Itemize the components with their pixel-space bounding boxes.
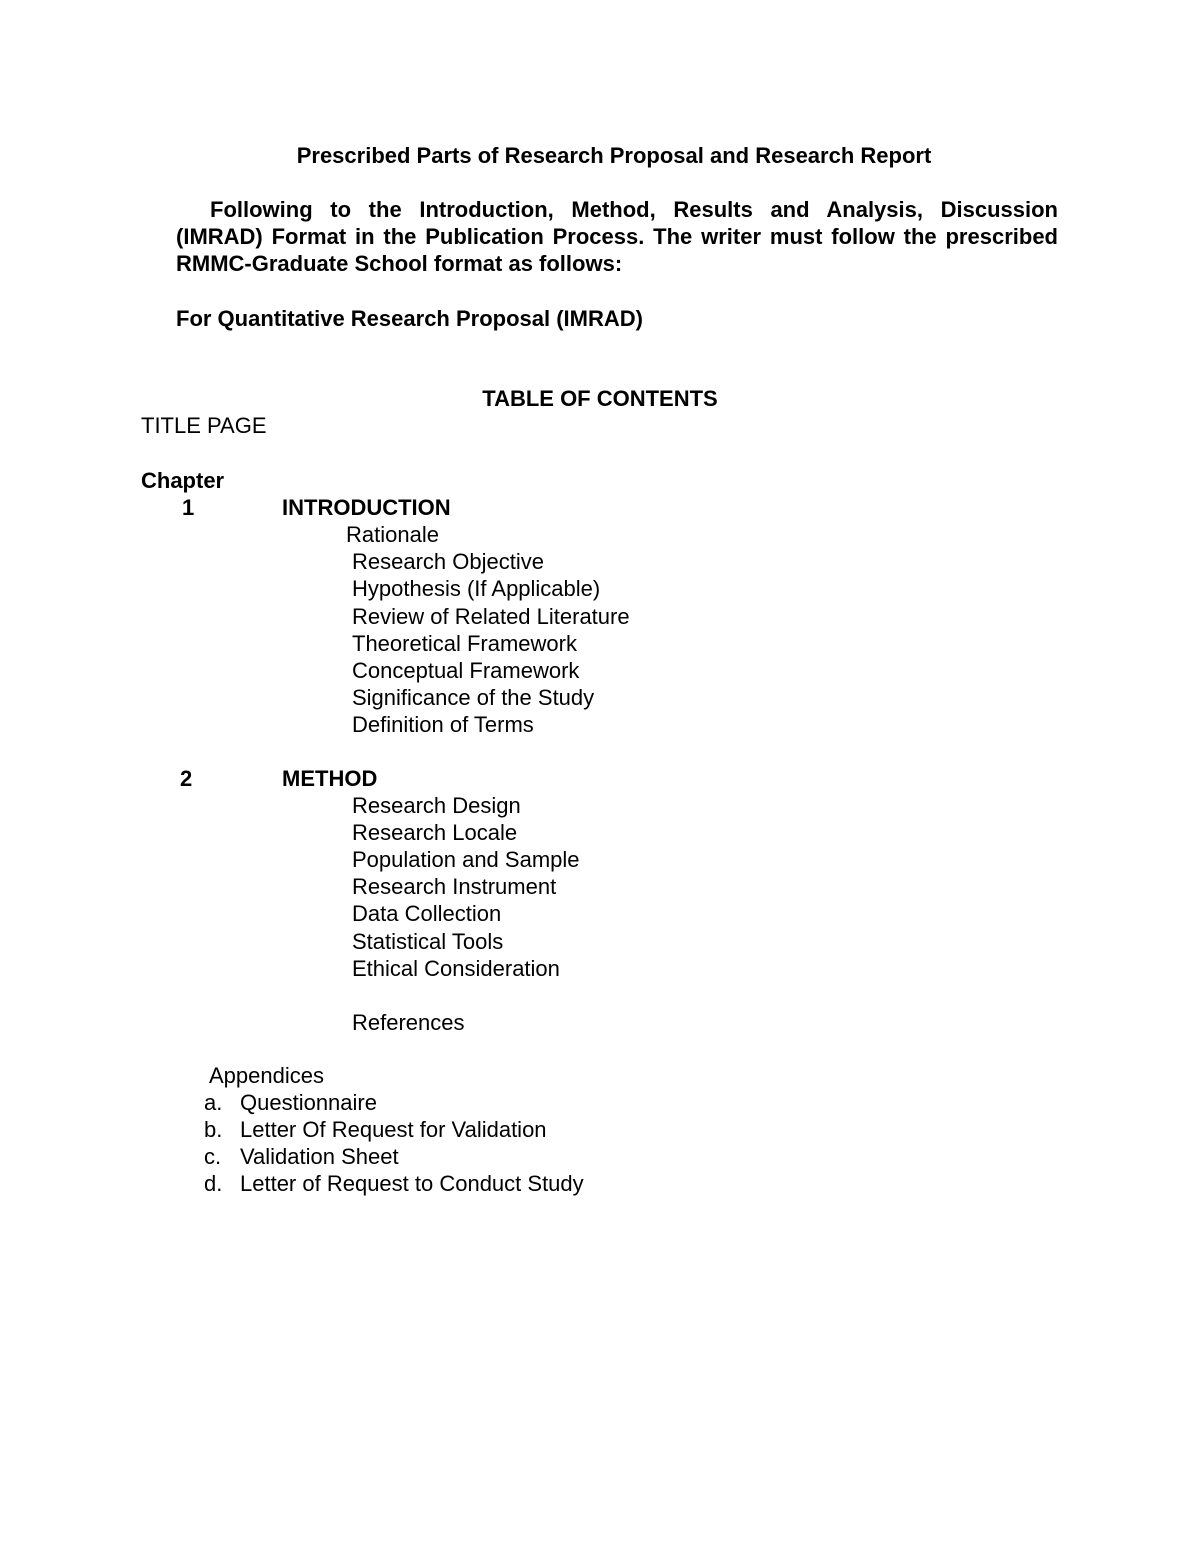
appendix-text: Questionnaire [240, 1090, 377, 1115]
toc-item: Data Collection [352, 901, 502, 926]
chapter-2-name: METHOD [282, 766, 378, 791]
chapter-2-number: 2 [180, 766, 193, 791]
toc-item: Research Locale [352, 820, 518, 845]
appendix-list [204, 1089, 584, 1197]
toc-item: Definition of Terms [352, 712, 534, 737]
toc-item: Conceptual Framework [352, 658, 580, 683]
appendix-text: Validation Sheet [240, 1144, 399, 1169]
toc-item: Population and Sample [352, 847, 580, 872]
toc-item: Significance of the Study [352, 685, 595, 710]
appendix-letter: a. [204, 1090, 223, 1115]
intro-paragraph-text: Following to the Introduction, Method, Results and Analysis, Discussion (IMRAD) Format in the Publication Process. The writer must follow the prescribed RMMC-Graduate School format as follows: [176, 197, 1058, 276]
toc-item: Statistical Tools [352, 929, 504, 954]
toc-item: Research Instrument [352, 874, 557, 899]
appendix-item [204, 1143, 584, 1170]
appendix-letter: b. [204, 1117, 223, 1142]
appendix-item [204, 1116, 584, 1143]
toc-item: Ethical Consideration [352, 956, 560, 981]
toc-item: Review of Related Literature [352, 604, 630, 629]
chapter-label: Chapter [141, 468, 225, 493]
intro-paragraph [176, 196, 1058, 277]
chapter-1-name: INTRODUCTION [282, 495, 451, 520]
appendix-text: Letter of Request to Conduct Study [240, 1171, 584, 1196]
appendices-label: Appendices [209, 1063, 324, 1088]
toc-item: Theoretical Framework [352, 631, 577, 656]
appendix-item [204, 1170, 584, 1197]
toc-item: Research Objective [352, 549, 544, 574]
toc-references: References [352, 1010, 465, 1035]
toc-item: Research Design [352, 793, 521, 818]
toc-title-page: TITLE PAGE [141, 413, 267, 438]
appendix-item [204, 1089, 584, 1116]
chapter-1-number: 1 [182, 495, 195, 520]
appendix-letter: d. [204, 1171, 223, 1196]
document-title: Prescribed Parts of Research Proposal and Research Report [296, 143, 932, 168]
appendix-text: Letter Of Request for Validation [240, 1117, 547, 1142]
toc-item: Rationale [346, 522, 439, 547]
appendix-letter: c. [204, 1144, 222, 1169]
toc-item: Hypothesis (If Applicable) [352, 576, 601, 601]
toc-title: TABLE OF CONTENTS [482, 386, 718, 411]
subheading: For Quantitative Research Proposal (IMRAD) [176, 306, 643, 331]
